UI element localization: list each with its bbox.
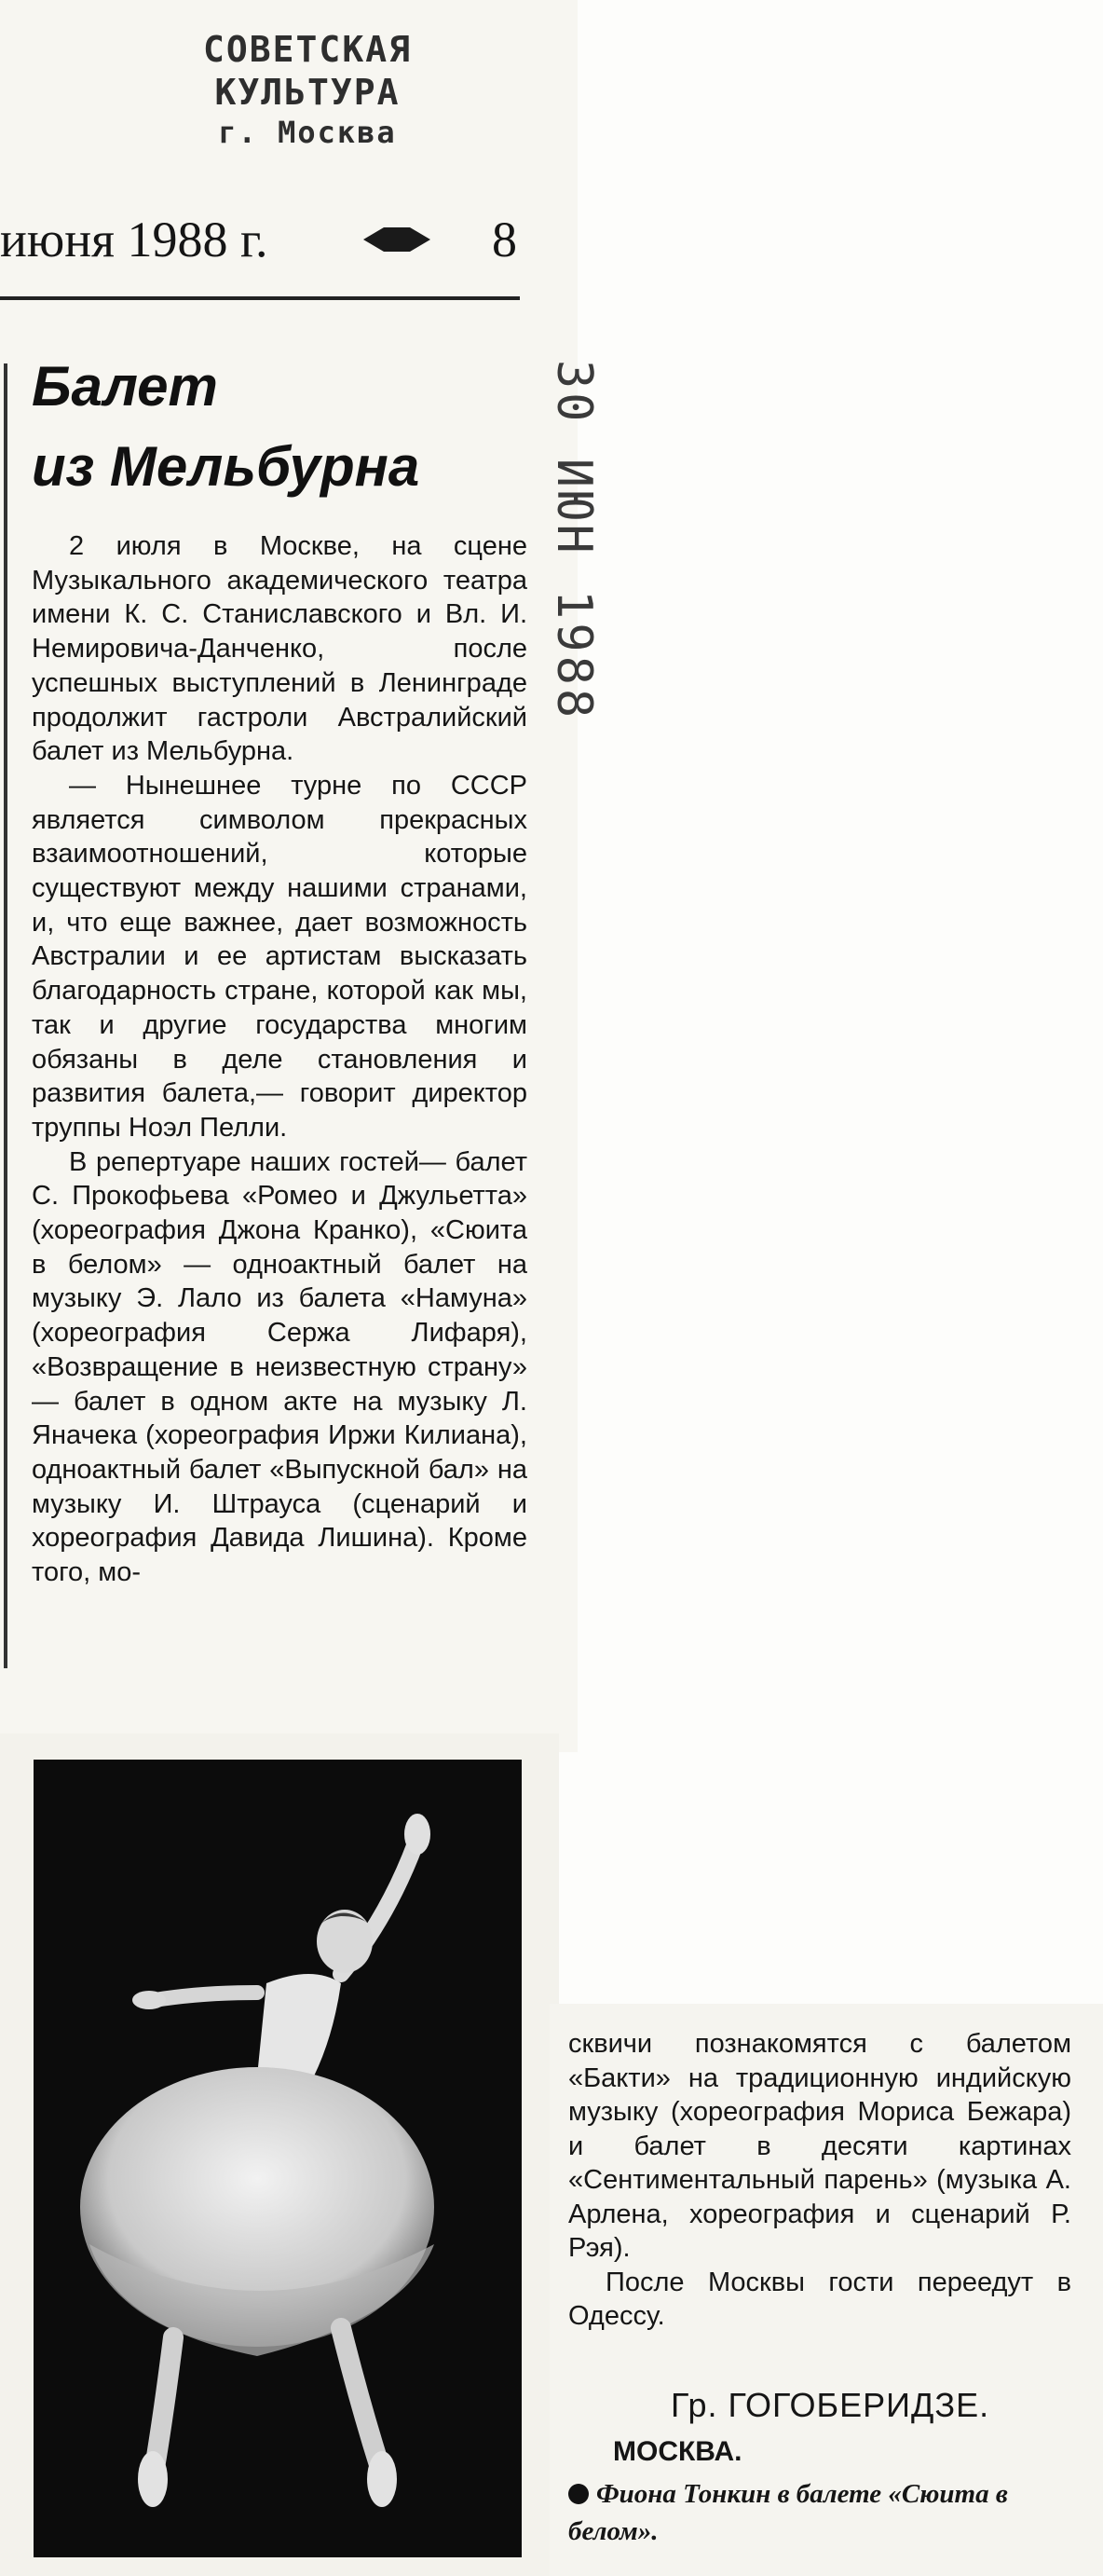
newspaper-city: г. Москва [218,115,397,150]
header-rule [0,296,520,300]
ballerina-photo [34,1760,522,2557]
headline-line-1: Балет [32,355,218,418]
headline-line-2: из Мельбурна [32,435,420,498]
author-signature: Гр. ГОГОБЕРИДЗЕ. [671,2386,990,2424]
article-paragraph: — Нынешнее турне по СССР является символом прекрасных взаимоотношений, которые существуют между нашими странами, и, что еще важнее, дает возможность Австралии и ее артистам высказать благодарность стране, которой как мы, так и другие государства многим обязаны в деле становления и развития балета,— говорит директор труппы Ноэл Пелли. [32,770,527,1143]
article-paragraph: В репертуаре наших гостей— балет С. Прокофьева «Ромео и Джульетта» (хореография Джона Кранко), «Сюита в белом» — одноактный балет на музыку Э. Лало из балета «Намуна» (хореография Сержа Лифаря), «Возвращение в неизвестную страну» — балет в одном акте на музыку Л. Яначека (хореография Иржи Килиана), одноактный балет «Выпускной бал» на музыку И. Штрауса (сценарий и хореография Давида Лишина). Кроме того, мо- [32,1146,527,1588]
page-number: 8 [492,212,517,267]
article-paragraph: 2 июля в Москве, на сцене Музыкального академического театра имени К. С. Станиславского и Вл. И. Немировича-Данченко, после успешных выступлений в Ленинграде продолжит гастроли Австралийский балет из Мельбурна. [32,531,527,767]
issue-date: июня 1988 г. [0,212,268,267]
article-continuation [568,2027,1071,2334]
column-rule [4,363,7,1668]
bullet-icon [568,2484,589,2504]
received-date-stamp [546,359,602,722]
article-headline [32,347,516,507]
received-date: 30 ИЮН 1988 [546,359,602,722]
newspaper-stamp [130,28,484,151]
photo-caption [568,2475,1090,2550]
article-body [32,529,527,1590]
byline-city: МОСКВА. [613,2436,742,2467]
diamond-separator-icon [363,226,430,253]
caption-text: Фиона Тонкин в балете «Сюита в белом». [568,2479,1008,2546]
newspaper-name: СОВЕТСКАЯ КУЛЬТУРА [203,29,412,113]
article-paragraph: После Москвы гости переедут в Одессу. [568,2267,1071,2331]
dateline [0,207,522,272]
ballerina-figure [34,1760,522,2557]
article-paragraph: сквичи познакомятся с балетом «Бакти» на традиционную индийскую музыку (хореография Мориса Бежара) и балет в десяти картинах «Сентиментальный парень» (музыка А. Арлена, хореография и сценарий Р. Рэя). [568,2029,1071,2263]
